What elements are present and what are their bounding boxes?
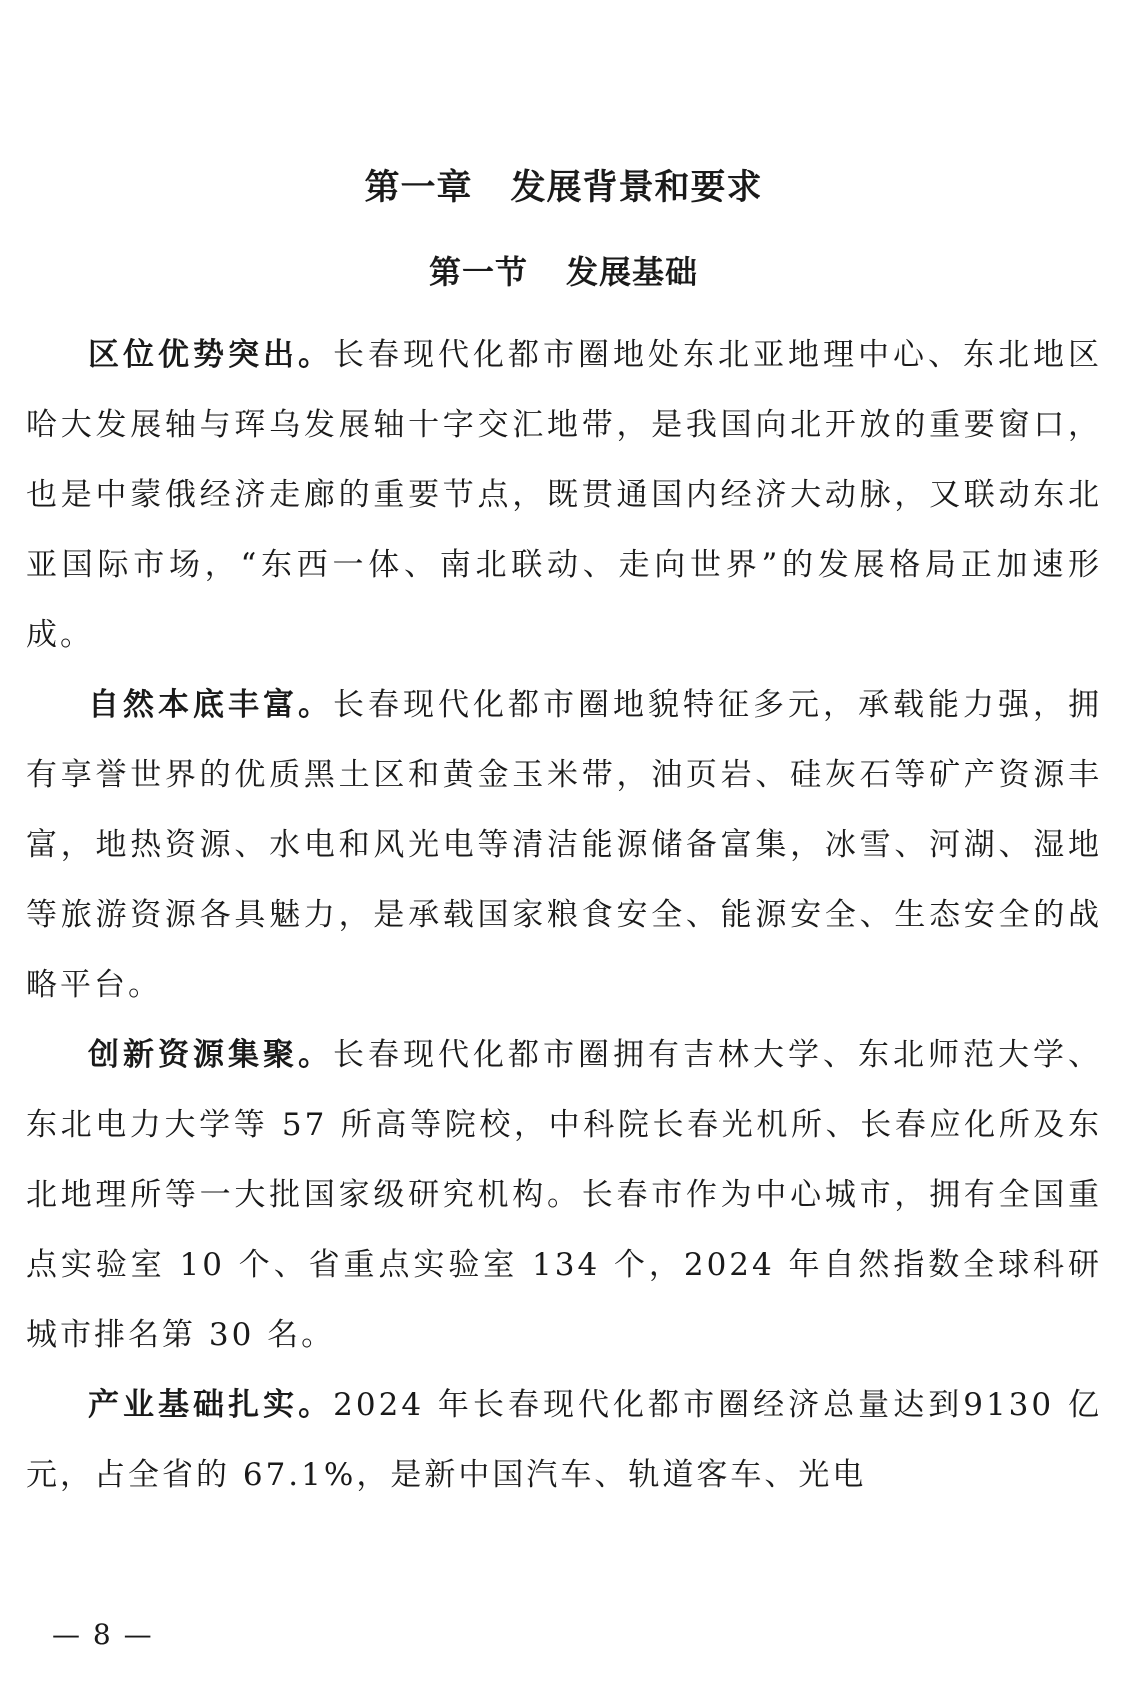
page-number: — 8 — bbox=[52, 1618, 154, 1651]
section-label: 第一节 bbox=[428, 253, 528, 291]
paragraph-location bbox=[26, 320, 1102, 670]
paragraph-lead: 产业基础扎实。 bbox=[88, 1387, 334, 1423]
paragraph-lead: 自然本底丰富。 bbox=[88, 687, 333, 723]
paragraph-lead: 创新资源集聚。 bbox=[88, 1037, 333, 1073]
paragraph-industry bbox=[26, 1370, 1102, 1510]
paragraph-lead: 区位优势突出。 bbox=[88, 337, 333, 373]
chapter-heading: 发展背景和要求 bbox=[510, 168, 763, 208]
body-text bbox=[26, 320, 1102, 1510]
paragraph-body: 长春现代化都市圈拥有吉林大学、东北师范大学、东北电力大学等 57 所高等院校，中科院长春光机所、长春应化所及东北地理所等一大批国家级研究机构。长春市作为中心城市，拥有全国重点实验室 10 个、省重点实验室 134 个，2024 年自然指数全球科研城市排名第 30 名。 bbox=[26, 1037, 1102, 1353]
chapter-label: 第一章 bbox=[364, 168, 473, 208]
paragraph-nature bbox=[26, 670, 1102, 1020]
section-heading: 发展基础 bbox=[566, 253, 699, 291]
paragraph-innovation bbox=[26, 1020, 1102, 1370]
paragraph-body: 长春现代化都市圈地貌特征多元，承载能力强，拥有享誉世界的优质黑土区和黄金玉米带，油页岩、硅灰石等矿产资源丰富，地热资源、水电和风光电等清洁能源储备富集，冰雪、河湖、湿地等旅游资源各具魅力，是承载国家粮食安全、能源安全、生态安全的战略平台。 bbox=[26, 687, 1102, 1003]
paragraph-body: 长春现代化都市圈地处东北亚地理中心、东北地区哈大发展轴与珲乌发展轴十字交汇地带，是我国向北开放的重要窗口，也是中蒙俄经济走廊的重要节点，既贯通国内经济大动脉，又联动东北亚国际市场，“东西一体、南北联动、走向世界”的发展格局正加速形成。 bbox=[26, 337, 1102, 653]
chapter-title bbox=[0, 160, 1127, 210]
paragraph-body: 2024 年长春现代化都市圈经济总量达到9130 亿元，占全省的 67.1%，是新中国汽车、轨道客车、光电 bbox=[26, 1387, 1103, 1493]
section-title bbox=[0, 247, 1127, 293]
